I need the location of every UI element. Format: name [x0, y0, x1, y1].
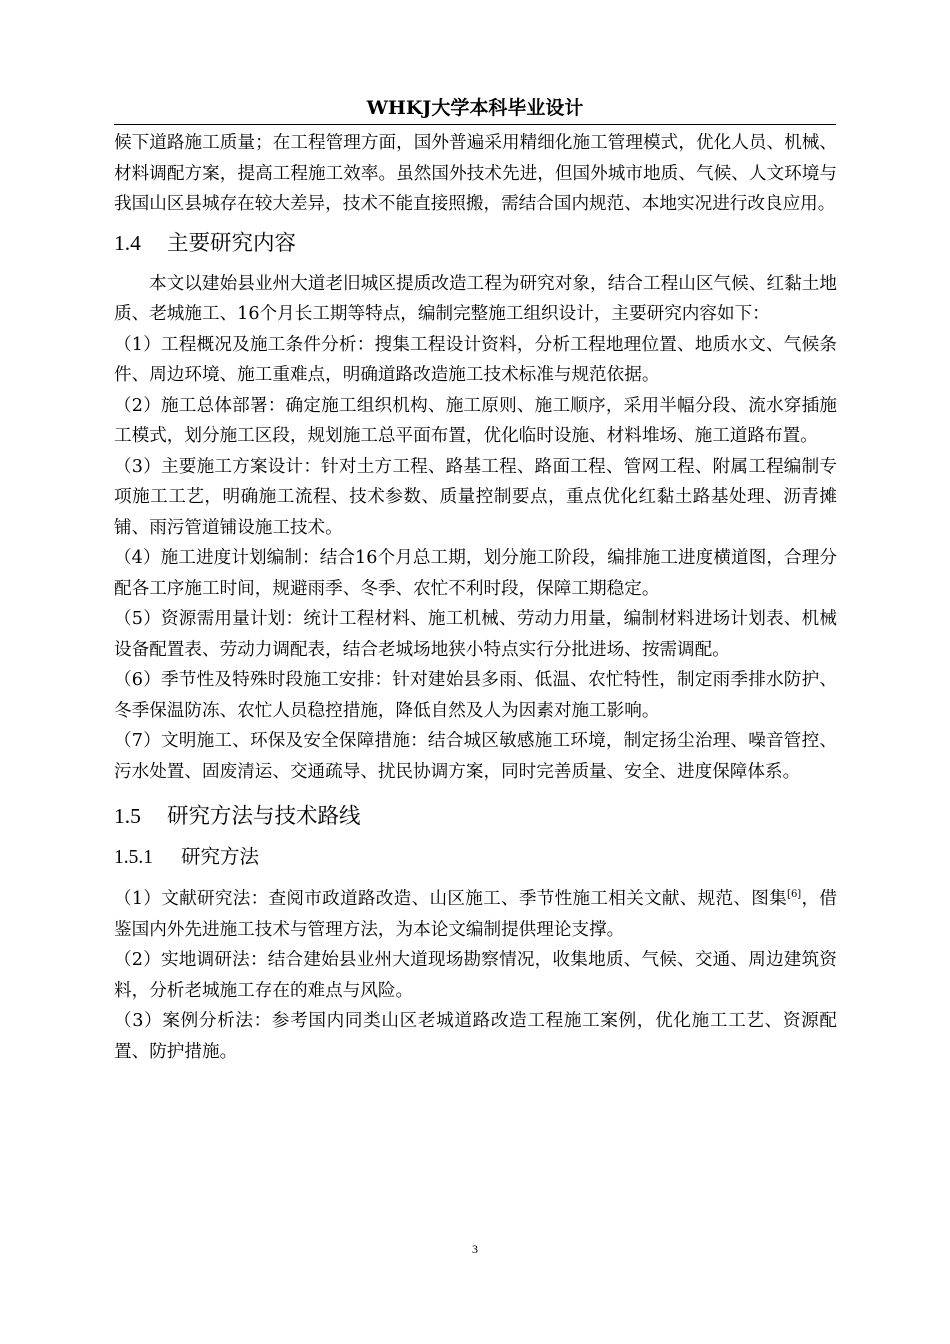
paragraph-continued: 候下道路施工质量；在工程管理方面，国外普遍采用精细化施工管理模式，优化人员、机械、材料调配方案，提高工程施工效率。虽然国外技术先进，但国外城市地质、气候、人文环境与我国山区县城存在较大差异，技术不能直接照搬，需结合国内规范、本地实况进行改良应用。 [114, 133, 837, 214]
page-number: 3 [472, 1242, 478, 1256]
subsection-heading-1-5-1 [114, 843, 837, 872]
section-heading-1-4 [114, 228, 837, 259]
section-title: 主要研究内容 [167, 230, 297, 256]
subsection-number: 1.5.1 [114, 847, 153, 868]
list-item: （1）工程概况及施工条件分析：搜集工程设计资料，分析工程地理位置、地质水文、气候条件、周边环境、施工重难点，明确道路改造施工技术标准与规范依据。 [114, 334, 837, 385]
list-item: （3）主要施工方案设计：针对土方工程、路基工程、路面工程、管网工程、附属工程编制专项施工工艺，明确施工流程、技术参数、质量控制要点，重点优化红黏土路基处理、沥青摊铺、雨污管道铺设施工技术。 [114, 456, 837, 538]
section-number: 1.4 [114, 230, 141, 255]
section-heading-1-5 [114, 801, 837, 832]
list-item: （3）案例分析法：参考国内同类山区老城道路改造工程施工案例，优化施工工艺、资源配置、防护措施。 [114, 1011, 837, 1062]
subsection-title: 研究方法 [181, 845, 260, 868]
list-item: （7）文明施工、环保及安全保障措施：结合城区敏感施工环境，制定扬尘治理、噪音管控、污水处置、固废清运、交通疏导、扰民协调方案，同时完善质量、安全、进度保障体系。 [114, 731, 837, 782]
paragraph-intro: 本文以建始县业州大道老旧城区提质改造工程为研究对象，结合工程山区气候、红黏土地质、老城施工、16个月长工期等特点，编制完整施工组织设计，主要研究内容如下： [114, 273, 837, 324]
list-item-text: ，借鉴国内外先进施工技术与管理方法，为本论文编制提供理论支撑。 [114, 889, 837, 940]
header-divider [114, 124, 836, 125]
section-number: 1.5 [114, 804, 141, 828]
list-item: （5）资源需用量计划：统计工程材料、施工机械、劳动力用量，编制材料进场计划表、机械设备配置表、劳动力调配表，结合老城场地狭小特点实行分批进场、按需调配。 [114, 609, 837, 660]
list-item [114, 884, 837, 945]
list-item: （4）施工进度计划编制：结合16个月总工期，划分施工阶段，编排施工进度横道图，合理分配各工序施工时间，规避雨季、冬季、农忙不利时段，保障工期稳定。 [114, 548, 837, 599]
list-item: （6）季节性及特殊时段施工安排：针对建始县多雨、低温、农忙特性，制定雨季排水防护、冬季保温防冻、农忙人员稳控措施，降低自然及人为因素对施工影响。 [114, 670, 837, 721]
page-body [114, 128, 837, 1067]
list-item: （2）施工总体部署：确定施工组织机构、施工原则、施工顺序，采用半幅分段、流水穿插施工模式，划分施工区段，规划施工总平面布置，优化临时设施、材料堆场、施工道路布置。 [114, 395, 837, 446]
section-title: 研究方法与技术路线 [167, 804, 361, 829]
list-item-text: （1）文献研究法：查阅市政道路改造、山区施工、季节性施工相关文献、规范、图集 [114, 889, 788, 909]
list-item: （2）实地调研法：结合建始县业州大道现场勘察情况，收集地质、气候、交通、周边建筑资料，分析老城施工存在的难点与风险。 [114, 950, 837, 1001]
page-header-title: WHKJ大学本科毕业设计 [366, 97, 584, 119]
citation-ref[interactable]: [6] [787, 889, 802, 900]
